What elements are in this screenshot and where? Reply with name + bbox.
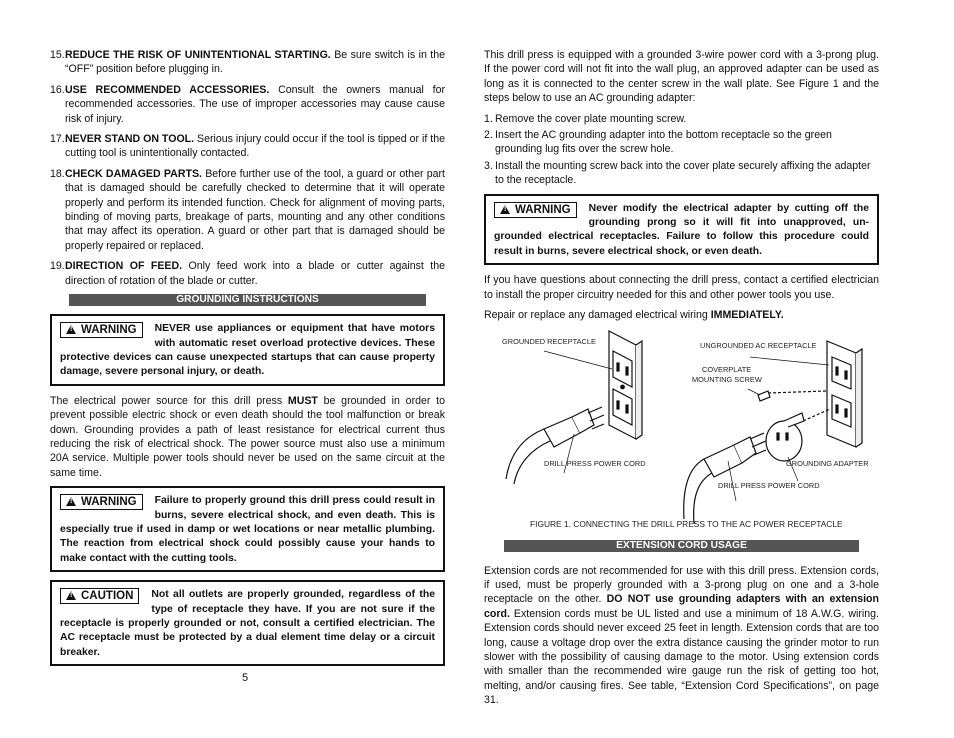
- step-number: 2.: [484, 129, 493, 142]
- paragraph-text: Extension cords must be UL listed and use a minimum of 18 A.W.G. wiring. Extension cords should never exceed 25 feet in length. Extension cords that are too long, cause a voltage drop over the extra distance causing the grinder motor to run slower with the possibility of causing damage to the motor. Using extension cords with smaller than the recommended wire gauge run the risk of getting too hot, melting, and/or causing fires. See table, “Extension Cord Specifications”, on page 31.: [484, 607, 879, 707]
- paragraph-text: The electrical power source for this drill press: [50, 394, 288, 407]
- item-text: Serious injury could occur if the tool is tipped or if the cutting tool is unintentionally contacted.: [65, 133, 445, 160]
- warning-tag: [494, 202, 577, 218]
- item-text: Be sure switch is in the “OFF” position before plugging in.: [65, 49, 445, 76]
- page-number: 5: [242, 672, 249, 684]
- label-grounded-receptacle: GROUNDED RECEPTACLE: [502, 336, 596, 346]
- step-text: Install the mounting screw back into the cover plate securely affixing the adapter to the receptacle.: [495, 159, 871, 187]
- figure-caption: FIGURE 1. CONNECTING THE DRILL PRESS TO THE AC POWER RECEPTACLE: [530, 518, 843, 529]
- label-grounding-adapter: GROUNDING ADAPTER: [786, 458, 869, 468]
- step-item: [484, 112, 879, 126]
- warning-tag-label: WARNING: [81, 324, 137, 337]
- item-heading: USE RECOMMENDED ACCESSORIES.: [65, 83, 270, 96]
- warning-tag: [60, 322, 143, 338]
- paragraph-text: Repair or replace any damaged electrical wiring: [484, 309, 711, 322]
- adapter-steps: [484, 112, 879, 188]
- item-text: Only feed work into a blade or cutter against the direction of rotation of the blade or cutter.: [65, 260, 445, 287]
- safety-item-19: [50, 259, 445, 288]
- item-number: 19.: [50, 260, 65, 273]
- item-heading: NEVER STAND ON TOOL.: [65, 133, 195, 146]
- warning-triangle-icon: !: [66, 325, 76, 334]
- grounding-instructions-heading: GROUNDING INSTRUCTIONS: [69, 294, 426, 306]
- grounding-adapter-drawing: [766, 413, 804, 461]
- warning-tag-label: WARNING: [81, 496, 137, 509]
- label-ungrounded-receptacle: UNGROUNDED AC RECEPTACLE: [700, 340, 817, 350]
- step-text: Remove the cover plate mounting screw.: [495, 112, 687, 125]
- right-plug-drawing: [684, 433, 766, 524]
- caution-box-outlets: [50, 580, 445, 666]
- safety-item-18: [50, 167, 445, 253]
- warning-tag-label: WARNING: [515, 203, 571, 216]
- left-column: [50, 48, 445, 674]
- caution-text: Not all outlets are properly grounded, regardless of the type of receptacle they have. If you are not sure if the receptacle is properly grounded or not, consult a certified electrician. The AC receptacle must be protected by a dual element time delay or a circuit breaker.: [60, 589, 435, 658]
- warning-tag: [60, 494, 143, 510]
- paragraph-text: Extension cords are not recommended for use with this drill press. Extension cords, if used, must be properly grounded with a 3-prong plug on one and a 3-hole receptacle on the other.: [484, 564, 879, 606]
- safety-item-16: [50, 83, 445, 126]
- label-coverplate-2: MOUNTING SCREW: [692, 374, 762, 384]
- step-text: Insert the AC grounding adapter into the bottom receptacle so the green grounding lug fits over the screw hole.: [495, 129, 832, 156]
- item-text: Consult the owners manual for recommended accessories. The use of improper accessories may cause cause risk of injury.: [65, 83, 445, 125]
- warning-triangle-icon: !: [66, 497, 76, 506]
- figure-drawing: [484, 329, 879, 534]
- safety-item-15: [50, 48, 445, 77]
- grounding-paragraph: [50, 394, 445, 480]
- warning-text: Failure to properly ground this drill press could result in burns, severe electrical shock, and even death. This is especially true if used in damp or wet locations or near metallic plumbing. The reaction from electrical shock could possibly cause your hands to make contact with the cutting tools.: [60, 495, 435, 564]
- caution-tag-label: CAUTION: [81, 590, 134, 603]
- coverplate-screw-drawing: [758, 391, 770, 401]
- label-drill-press-cord-right: DRILL PRESS POWER CORD: [718, 480, 820, 490]
- paragraph-text: be grounded in order to prevent possible electric shock or even death should the tool malfunction or break down. Grounding provides a path of least resistance for electrical current thus reducing the risk of electrical shock. The power source must also use a minimum 20A service. Multiple power tools should never be used on the same circuit at the same time.: [50, 394, 445, 479]
- warning-box-motors: [50, 314, 445, 386]
- caution-tag: [60, 588, 139, 604]
- warning-box-adapter: [484, 194, 879, 266]
- item-heading: CHECK DAMAGED PARTS.: [65, 167, 202, 180]
- item-heading: DIRECTION OF FEED.: [65, 260, 183, 273]
- warning-text: Never modify the electrical adapter by cutting off the grounding prong so it will fit into unapproved, un-grounded electrical receptacles. Failure to follow this procedure could result in burns, severe electrical shock, or even death.: [494, 202, 869, 257]
- item-number: 16.: [50, 83, 65, 96]
- step-number: 3.: [484, 159, 493, 172]
- paragraph-emphasis: MUST: [287, 394, 318, 407]
- extension-paragraph: [484, 564, 879, 708]
- item-number: 15.: [50, 49, 65, 61]
- safety-item-17: [50, 132, 445, 161]
- warning-text: NEVER use appliances or equipment that have motors with automatic reset overload protective devices. These protective devices can cause unexpected startups that can cause property damage, severe personal injury, or death.: [60, 323, 435, 378]
- step-item: [484, 128, 879, 157]
- step-item: [484, 159, 879, 188]
- item-number: 17.: [50, 133, 65, 146]
- right-column: [484, 48, 879, 714]
- left-plug-drawing: [506, 407, 604, 484]
- paragraph-emphasis: IMMEDIATELY.: [710, 309, 784, 322]
- figure-1-illustration: [484, 329, 879, 534]
- repair-paragraph: [484, 308, 879, 322]
- step-number: 1.: [484, 112, 493, 125]
- label-drill-press-cord-left: DRILL PRESS POWER CORD: [544, 458, 646, 468]
- item-heading: REDUCE THE RISK OF UNINTENTIONAL STARTING.: [65, 49, 331, 61]
- grounded-receptacle-drawing: [609, 331, 642, 439]
- warning-triangle-icon: !: [500, 205, 510, 214]
- paragraph-emphasis: DO NOT use grounding adapters with an extension cord.: [484, 593, 879, 620]
- warning-triangle-icon: !: [66, 591, 76, 600]
- intro-paragraph: This drill press is equipped with a grounded 3-wire power cord with a 3-prong plug. If the power cord will not fit into the wall plug, an approved adapter can be used as long as it is connected to the center screw in the wall plate. See Figure 1 and the steps below to use an AC grounding adapter:: [484, 49, 879, 105]
- extension-cord-heading: EXTENSION CORD USAGE: [504, 540, 859, 552]
- label-coverplate-1: COVERPLATE: [702, 364, 752, 374]
- warning-box-ground: [50, 486, 445, 572]
- item-text: Before further use of the tool, a guard or other part that is damaged should be carefully checked to determine that it will operate properly and perform its intended function. Check for alignment of moving parts, binding of moving parts, breakage of parts, mounting and any other conditions that may affect its operation. A guard or other part that is damaged should be properly repaired or replaced.: [65, 167, 445, 252]
- item-number: 18.: [50, 167, 65, 180]
- questions-paragraph: If you have questions about connecting the drill press, contact a certified electrician to install the proper circuitry needed for this and other power tools you use.: [484, 274, 879, 301]
